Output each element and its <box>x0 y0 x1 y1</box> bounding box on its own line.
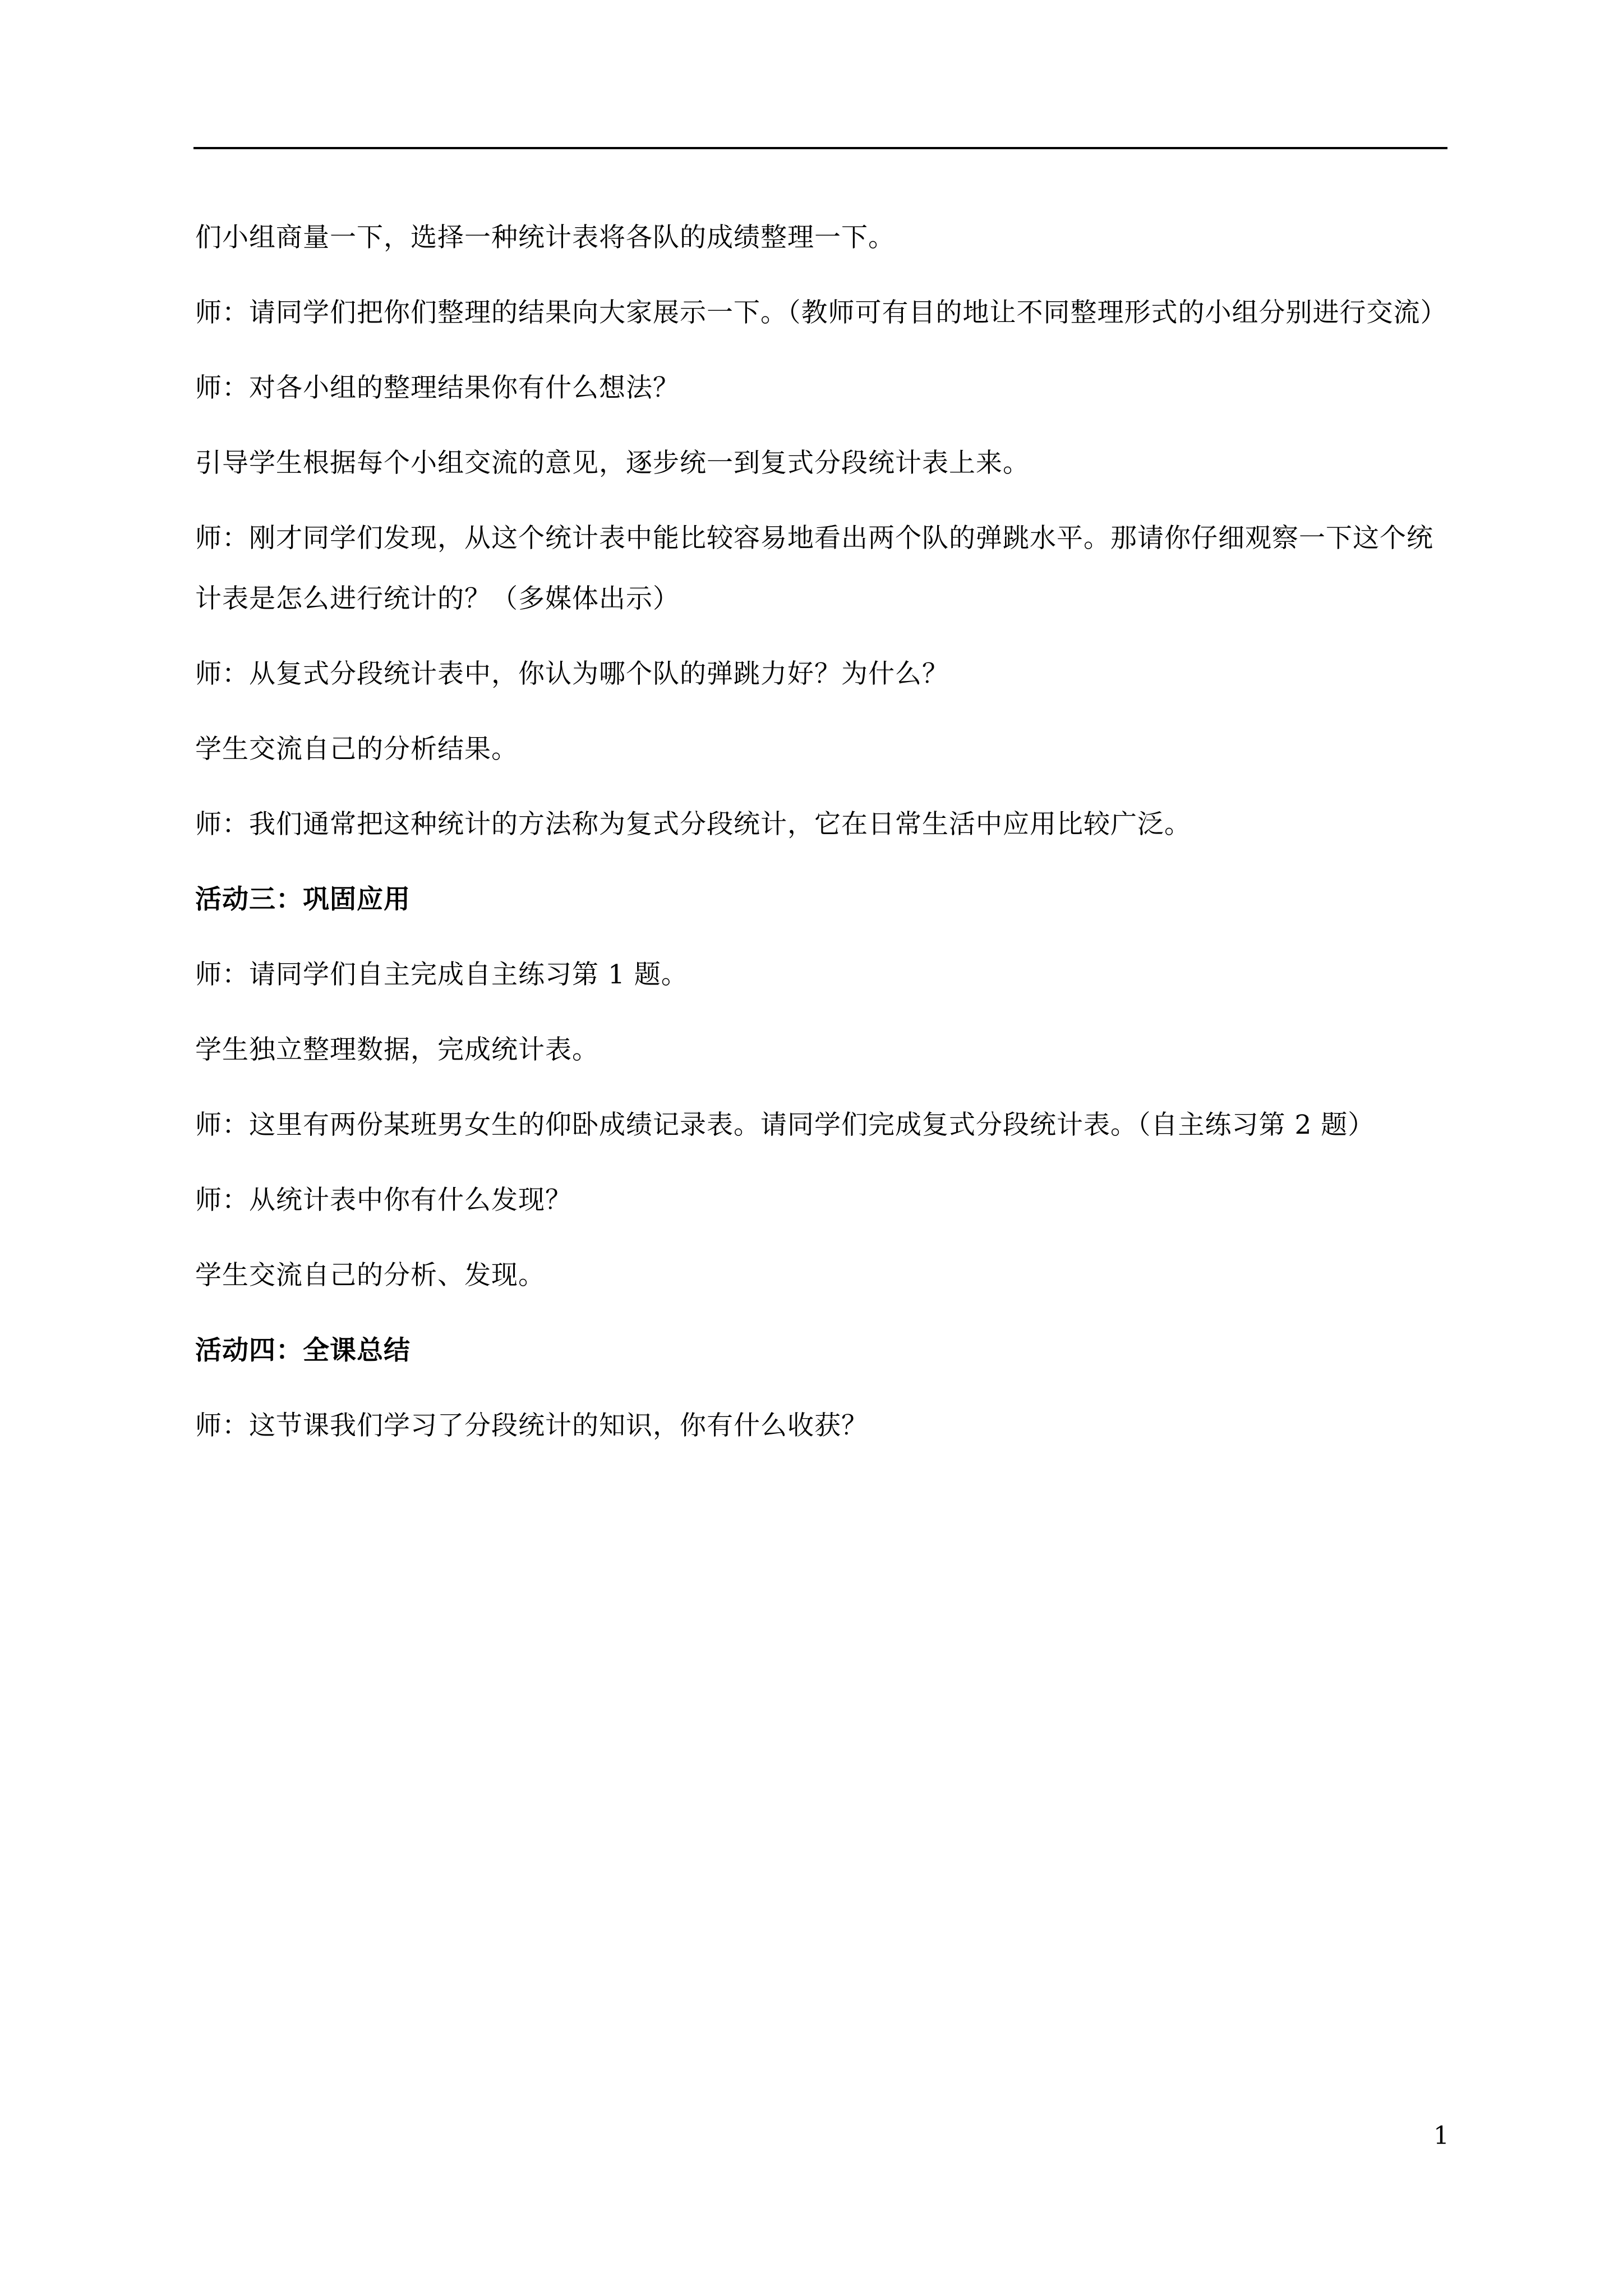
paragraph: 师：请同学们把你们整理的结果向大家展示一下。（教师可有目的地让不同整理形式的小组分别进行交流） <box>195 297 1447 328</box>
paragraph: 师：请同学们自主完成自主练习第 1 题。 <box>195 959 688 990</box>
paragraph: 引导学生根据每个小组交流的意见，逐步统一到复式分段统计表上来。 <box>195 448 1030 478</box>
paragraph: 们小组商量一下，选择一种统计表将各队的成绩整理一下。 <box>195 222 895 253</box>
section-heading-activity-4: 活动四：全课总结 <box>195 1335 411 1366</box>
paragraph: 学生交流自己的分析结果。 <box>195 734 518 765</box>
paragraph: 师：对各小组的整理结果你有什么想法？ <box>195 372 680 403</box>
paragraph: 师：从复式分段统计表中，你认为哪个队的弹跳力好？为什么？ <box>195 659 949 689</box>
paragraph: 师：我们通常把这种统计的方法称为复式分段统计，它在日常生活中应用比较广泛。 <box>195 809 1191 840</box>
paragraph: 师：刚才同学们发现，从这个统计表中能比较容易地看出两个队的弹跳水平。那请你仔细观察一下这个统计表是怎么进行统计的？（多媒体出示） <box>195 523 1433 614</box>
page-number: 1 <box>1433 2122 1449 2150</box>
section-heading-activity-3: 活动三：巩固应用 <box>195 884 411 915</box>
header-rule <box>193 147 1447 149</box>
document-body <box>195 208 1449 1471</box>
paragraph: 学生独立整理数据，完成统计表。 <box>195 1034 599 1065</box>
paragraph: 师：这节课我们学习了分段统计的知识，你有什么收获？ <box>195 1410 868 1441</box>
paragraph: 师：从统计表中你有什么发现？ <box>195 1185 572 1216</box>
paragraph: 学生交流自己的分析、发现。 <box>195 1260 545 1291</box>
paragraph: 师：这里有两份某班男女生的仰卧成绩记录表。请同学们完成复式分段统计表。（自主练习第 2 题） <box>195 1110 1375 1140</box>
